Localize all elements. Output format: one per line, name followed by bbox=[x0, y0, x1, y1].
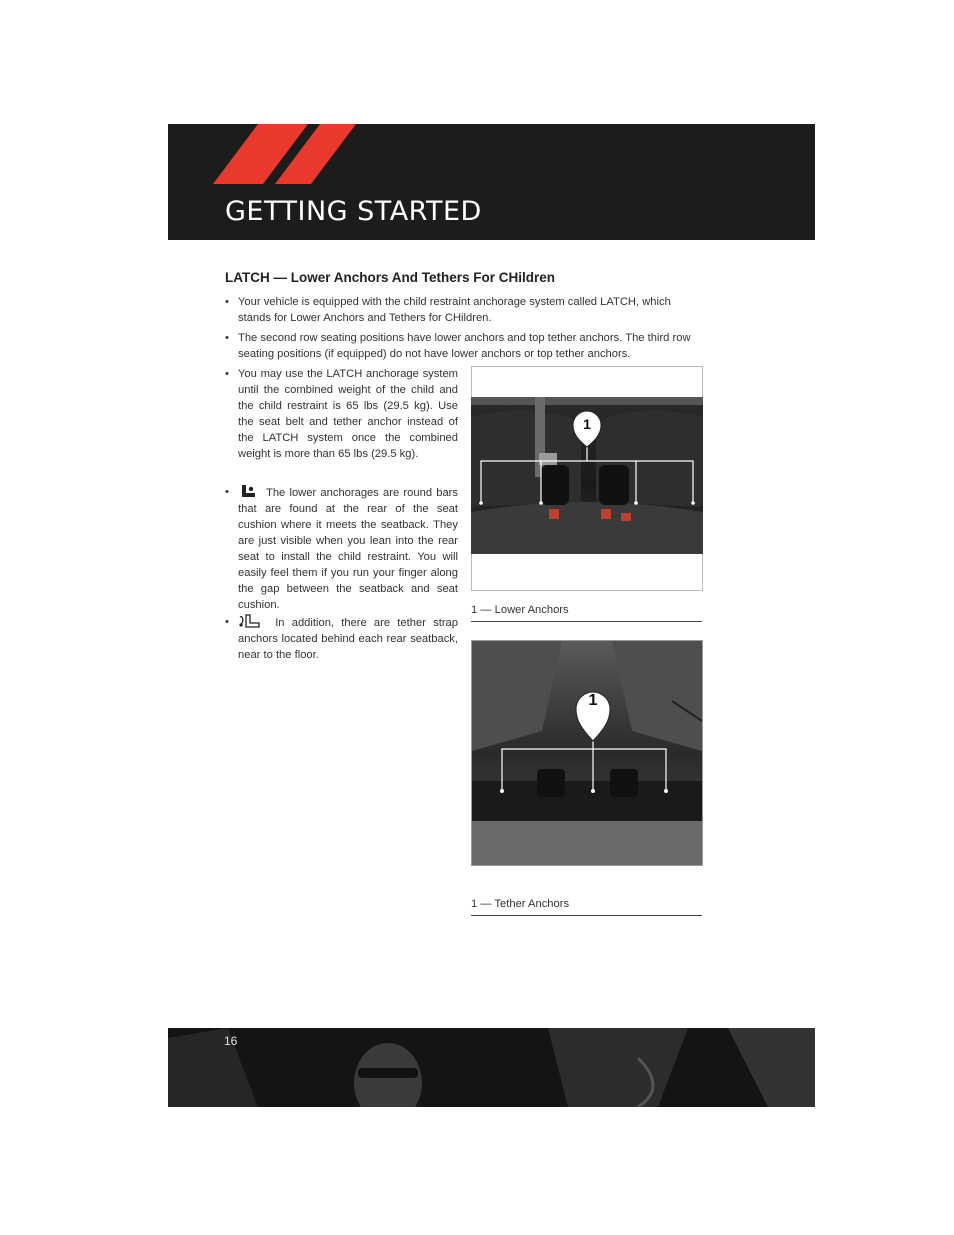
bullet-marker: • bbox=[225, 616, 229, 628]
bullet-text: The second row seating positions have lower anchors and top tether anchors. The third row seating positions (if equipped) do not have lower anchors or top tether anchors. bbox=[238, 332, 691, 360]
bullet-text: The lower anchorages are round bars that are found at the rear of the seat cushion where it meets the seatback. They are just visible when you lean into the rear seat to install the child restraint. You will easily feel them if you run your finger along the gap between the seatback and seat cushion. bbox=[238, 487, 458, 611]
brand-stripes-icon bbox=[208, 124, 368, 184]
chapter-title: GETTING STARTED bbox=[225, 196, 482, 227]
bullet-text: Your vehicle is equipped with the child restraint anchorage system called LATCH, which stands for Lower Anchors and Tethers for CHildren. bbox=[238, 296, 671, 324]
bullet-marker: • bbox=[225, 368, 229, 380]
callout-number: 1 bbox=[588, 692, 598, 709]
bullet-item bbox=[225, 294, 704, 326]
callout-number: 1 bbox=[583, 416, 591, 432]
bullet-marker: • bbox=[225, 486, 229, 498]
bullet-item bbox=[225, 366, 458, 462]
bullet-item bbox=[225, 330, 704, 362]
figure-caption: 1 — Tether Anchors bbox=[471, 898, 702, 916]
figure-caption: 1 — Lower Anchors bbox=[471, 604, 702, 622]
bullet-text: You may use the LATCH anchorage system until the combined weight of the child and the child restraint is 65 lbs (29.5 kg). Use the seat belt and tether anchor instead of the LATCH system once the combined weight is more than 65 lbs (29.5 kg). bbox=[238, 368, 458, 460]
bullet-item bbox=[225, 614, 458, 663]
lower-anchor-icon bbox=[238, 484, 258, 499]
chapter-header bbox=[168, 124, 815, 240]
page-number: 16 bbox=[224, 1034, 238, 1048]
bullet-text: In addition, there are tether strap anchors located behind each rear seatback, near to the floor. bbox=[238, 617, 458, 661]
page-footer bbox=[168, 1028, 815, 1107]
bullet-marker: • bbox=[225, 296, 229, 308]
bullet-item bbox=[225, 484, 458, 613]
section-title: LATCH — Lower Anchors And Tethers For CHildren bbox=[225, 270, 556, 285]
tether-anchor-icon bbox=[238, 614, 264, 629]
lower-anchors-photo bbox=[471, 397, 703, 554]
bullet-marker: • bbox=[225, 332, 229, 344]
footer-photo bbox=[168, 1028, 815, 1107]
tether-anchors-photo bbox=[471, 640, 703, 866]
